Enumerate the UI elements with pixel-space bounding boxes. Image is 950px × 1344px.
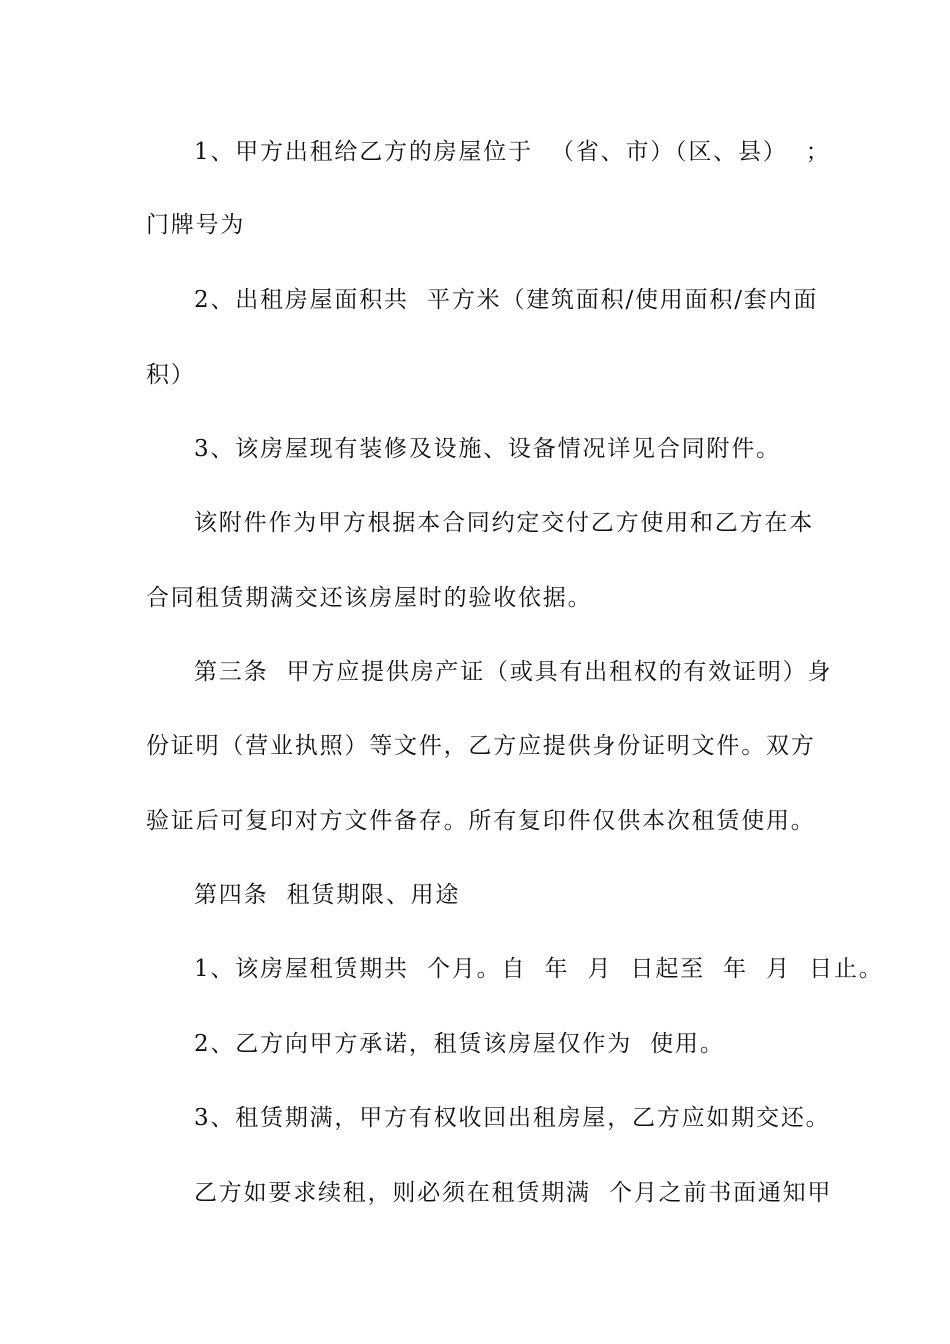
- appendix-paragraph-line-2: 合同租赁期满交还该房屋时的验收依据。: [146, 585, 593, 611]
- article-3-line-1: 第三条 甲方应提供房产证（或具有出租权的有效证明）身: [194, 659, 833, 685]
- article-3-line-3: 验证后可复印对方文件备存。所有复印件仅供本次租赁使用。: [146, 808, 816, 834]
- article-4-clause-3: 3、租赁期满，甲方有权收回出租房屋，乙方应如期交还。: [194, 1105, 831, 1131]
- article-4-heading: 第四条 租赁期限、用途: [194, 882, 461, 908]
- renewal-paragraph-line-1: 乙方如要求续租，则必须在租赁期满 个月之前书面通知甲: [194, 1180, 833, 1206]
- appendix-paragraph-line-1: 该附件作为甲方根据本合同约定交付乙方使用和乙方在本: [194, 510, 814, 536]
- article-4-clause-2: 2、乙方向甲方承诺，租赁该房屋仅作为 使用。: [194, 1031, 725, 1057]
- clause-3-line: 3、该房屋现有装修及设施、设备情况详见合同附件。: [194, 436, 781, 462]
- clause-1-line-2: 门牌号为: [146, 212, 246, 238]
- clause-2-line-1: 2、出租房屋面积共 平方米（建筑面积/使用面积/套内面: [194, 287, 819, 313]
- article-4-clause-1: 1、该房屋租赁期共 个月。自 年 月 日起至 年 月 日止。: [194, 956, 884, 982]
- clause-1-line-1: 1、甲方出租给乙方的房屋位于 （省、市）（区、县） ；: [194, 139, 831, 165]
- article-3-line-2: 份证明（营业执照）等文件，乙方应提供身份证明文件。双方: [146, 733, 816, 759]
- clause-2-line-2: 积）: [146, 362, 196, 388]
